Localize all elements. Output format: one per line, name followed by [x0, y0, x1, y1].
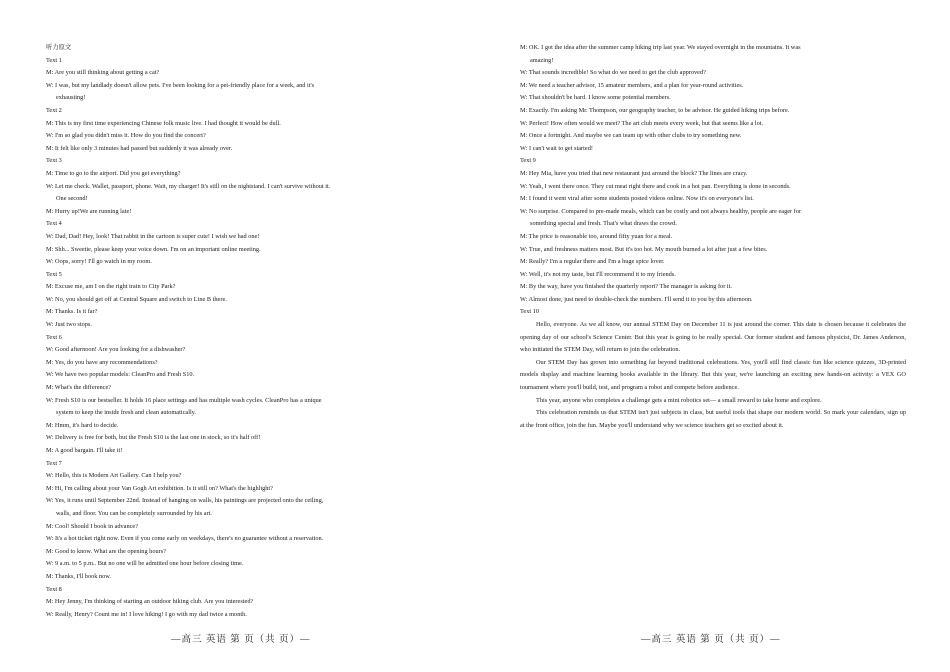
dialogue-line: M: By the way, have you finished the quarterly report? The manager is asking for it.	[520, 283, 732, 291]
dialogue-line: W: Fresh S10 is our bestseller. It holds 16 place settings and has multiple wash cycles. CleanPro has a unique	[46, 396, 322, 404]
monologue-paragraph: This celebration reminds us that STEM isn't just subjects in class, but useful tools that shape our modern world. So mark your calendars, sign up at the front office, join the fun. Maybe you'll understand why we science teachers get so excited about it.	[520, 409, 906, 429]
dialogue-line-continued: walls, and floor. You can be completely surrounded by his art.	[56, 509, 212, 517]
text-heading: Text 1	[46, 56, 62, 64]
dialogue-line: M: Hey Mia, have you tried that new restaurant just around the block? The lines are crazy.	[520, 169, 748, 177]
dialogue-line-continued: amazing!	[530, 56, 554, 64]
dialogue-line: M: Hurry up!We are running late!	[46, 207, 132, 215]
dialogue-line: W: Almost done, just need to double-check the numbers. I'll send it to you by this afternoon.	[520, 295, 753, 303]
dialogue-line: M: What's the difference?	[46, 384, 112, 392]
dialogue-line-continued: One second!	[56, 195, 88, 203]
dialogue-line: M: A good bargain. I'll take it!	[46, 447, 123, 454]
text-heading: Text 3	[46, 157, 62, 165]
dialogue-line: W: Really, Henry? Count me in! I love hiking! I go with my dad twice a month.	[46, 610, 247, 618]
dialogue-line: W: That sounds incredible! So what do we need to get the club approved?	[520, 69, 706, 77]
text-heading: Text 9	[520, 157, 536, 165]
dialogue-line: M: This is my first time experiencing Chinese folk music live. I had thought it would be dull.	[46, 119, 281, 127]
dialogue-line: M: Thanks. Is it far?	[46, 308, 98, 316]
dialogue-line: W: I was, but my landlady doesn't allow pets. I've been looking for a pet-friendly place for a week, and it's	[46, 81, 315, 89]
page-footer: —高三 英语 第 页（共 页）—	[171, 635, 311, 645]
dialogue-line: M: Yes, do you have any recommendations?	[46, 358, 158, 366]
dialogue-line: M: It felt like only 3 minutes had passed but suddenly it was already over.	[46, 144, 233, 152]
dialogue-line: W: Perfect! How often would we meet? The art club meets every week, but that seems like a lot.	[520, 119, 764, 127]
page-footer: —高三 英语 第 页（共 页）—	[641, 635, 781, 645]
dialogue-line: W: Let me check. Wallet, passport, phone. Wait, my charger! It's still on the nightstand. I can't survive without it.	[46, 182, 331, 190]
text-heading: Text 6	[46, 333, 62, 341]
dialogue-line: M: The price is reasonable too, around fifty yuan for a meal.	[520, 232, 673, 240]
dialogue-line: W: That shouldn't be hard. I know some potential members.	[520, 94, 671, 102]
dialogue-line: M: Really? I'm a regular there and I'm a huge spice lover.	[520, 258, 665, 266]
dialogue-line-continued: exhausting!	[56, 94, 86, 102]
dialogue-line: M: Hi, I'm calling about your Van Gogh Art exhibition. Is it still on? What's the highlight?	[46, 484, 273, 492]
dialogue-line: M: Time to go to the airport. Did you get everything?	[46, 169, 181, 177]
dialogue-line: M: Cool! Should I book in advance?	[46, 522, 138, 530]
text-heading: Text 4	[46, 220, 62, 228]
dialogue-line: W: It's a hot ticket right now. Even if you come early on weekdays, there's no guarantee without a reservation.	[46, 535, 324, 543]
dialogue-line: W: Hello, this is Modern Art Gallery. Can I help you?	[46, 472, 182, 480]
right-column	[520, 42, 906, 432]
left-column	[46, 42, 432, 621]
monologue-paragraph: This year, anyone who completes a challenge gets a mini robotics set— a small reward to take home and explore.	[536, 396, 822, 404]
dialogue-line: M: OK. I got the idea after the summer camp hiking trip last year. We stayed overnight in the mountains. It was	[520, 44, 801, 51]
dialogue-line-continued: something special and fresh. That's what draws the crowd.	[530, 220, 677, 228]
dialogue-line-continued: system to keep the inside fresh and clean automatically.	[56, 409, 197, 417]
dialogue-line: W: Yeah, I went there once. They cut meat right there and cook in a hot pan. Everything is done in seconds.	[520, 182, 791, 190]
dialogue-line: W: We have two popular models: CleanPro and Fresh S10.	[46, 371, 195, 379]
dialogue-line: W: Dad, Dad! Hey, look! That rabbit in the cartoon is super cute! I wish we had one!	[46, 232, 260, 240]
dialogue-line: W: Good afternoon! Are you looking for a dishwasher?	[46, 346, 186, 354]
dialogue-line: W: I'm so glad you didn't miss it. How do you find the concert?	[46, 132, 206, 140]
dialogue-line: W: Just two stops.	[46, 321, 92, 329]
text-heading: Text 2	[46, 106, 62, 114]
text-heading: Text 10	[520, 308, 539, 316]
dialogue-line: W: Yes, it runs until September 22nd. Instead of hanging on walls, his paintings are projected onto the ceiling,	[46, 497, 324, 505]
dialogue-line: W: Oops, sorry! I'll go watch in my room.	[46, 258, 152, 266]
section-title: 听力原文	[46, 44, 72, 51]
dialogue-line: M: Hey Jenny, I'm thinking of starting an outdoor hiking club. Are you interested?	[46, 598, 254, 606]
dialogue-line: W: Delivery is free for both, but the Fresh S10 is the last one in stock, so it's half off!	[46, 434, 261, 442]
dialogue-line: M: Excuse me, am I on the right train to City Park?	[46, 283, 176, 291]
dialogue-line: M: Are you still thinking about getting a cat?	[46, 69, 160, 77]
dialogue-line: M: We need a teacher advisor, 15 amateur members, and a plan for year-round activities.	[520, 81, 744, 89]
dialogue-line: W: True, and freshness matters most. But it's too hot. My mouth burned a lot after just a few bites.	[520, 245, 768, 253]
dialogue-line: W: No, you should get off at Central Square and switch to Line B there.	[46, 295, 227, 303]
text-heading: Text 7	[46, 459, 62, 467]
dialogue-line: W: 9 a.m. to 5 p.m.. But no one will be admitted one hour before closing time.	[46, 560, 244, 568]
dialogue-line: M: Shh... Sweetie, please keep your voice down. I'm on an important online meeting.	[46, 245, 261, 253]
dialogue-line: W: No surprise. Compared to pre-made meals, which can be costly and not always healthy, people are eager for	[520, 207, 802, 215]
dialogue-line: M: I found it went viral after some students posted videos online. Now it's on everyone's list.	[520, 195, 754, 203]
dialogue-line: M: Hmm, it's hard to decide.	[46, 421, 119, 429]
dialogue-line: W: Well, it's not my taste, but I'll recommend it to my friends.	[520, 270, 676, 278]
dialogue-line: W: I can't wait to get started!	[520, 144, 593, 152]
text-heading: Text 5	[46, 270, 62, 278]
dialogue-line: M: Once a fortnight. And maybe we can team up with other clubs to try something new.	[520, 132, 742, 140]
monologue-paragraph: Hello, everyone. As we all know, our annual STEM Day on December 11 is just around the corner. This date is chosen because it celebrates the opening day of our school's Science Center. But this year is going to be really special. Our former student and famous physicist, Dr. James Anderson, who initiated the STEM Day, will return to join the celebration.	[520, 321, 906, 354]
dialogue-line: M: Thanks, I'll book now.	[46, 572, 111, 580]
monologue-paragraph: Our STEM Day has grown into something far beyond traditional celebrations. Yes, you'll still find classic fun like science quizzes, 3D-printed models display and machine learning books available in the library. But this year, we're launching an exciting new hands-on activity: a VEX GO tournament where you'll build, test, and program a robot and compete before audience.	[520, 358, 906, 392]
dialogue-line: M: Good to know. What are the opening hours?	[46, 547, 166, 555]
text-heading: Text 8	[46, 585, 62, 593]
dialogue-line: M: Exactly. I'm asking Mr. Thompson, our geography teacher, to be advisor. He guided hiking trips before.	[520, 106, 790, 114]
